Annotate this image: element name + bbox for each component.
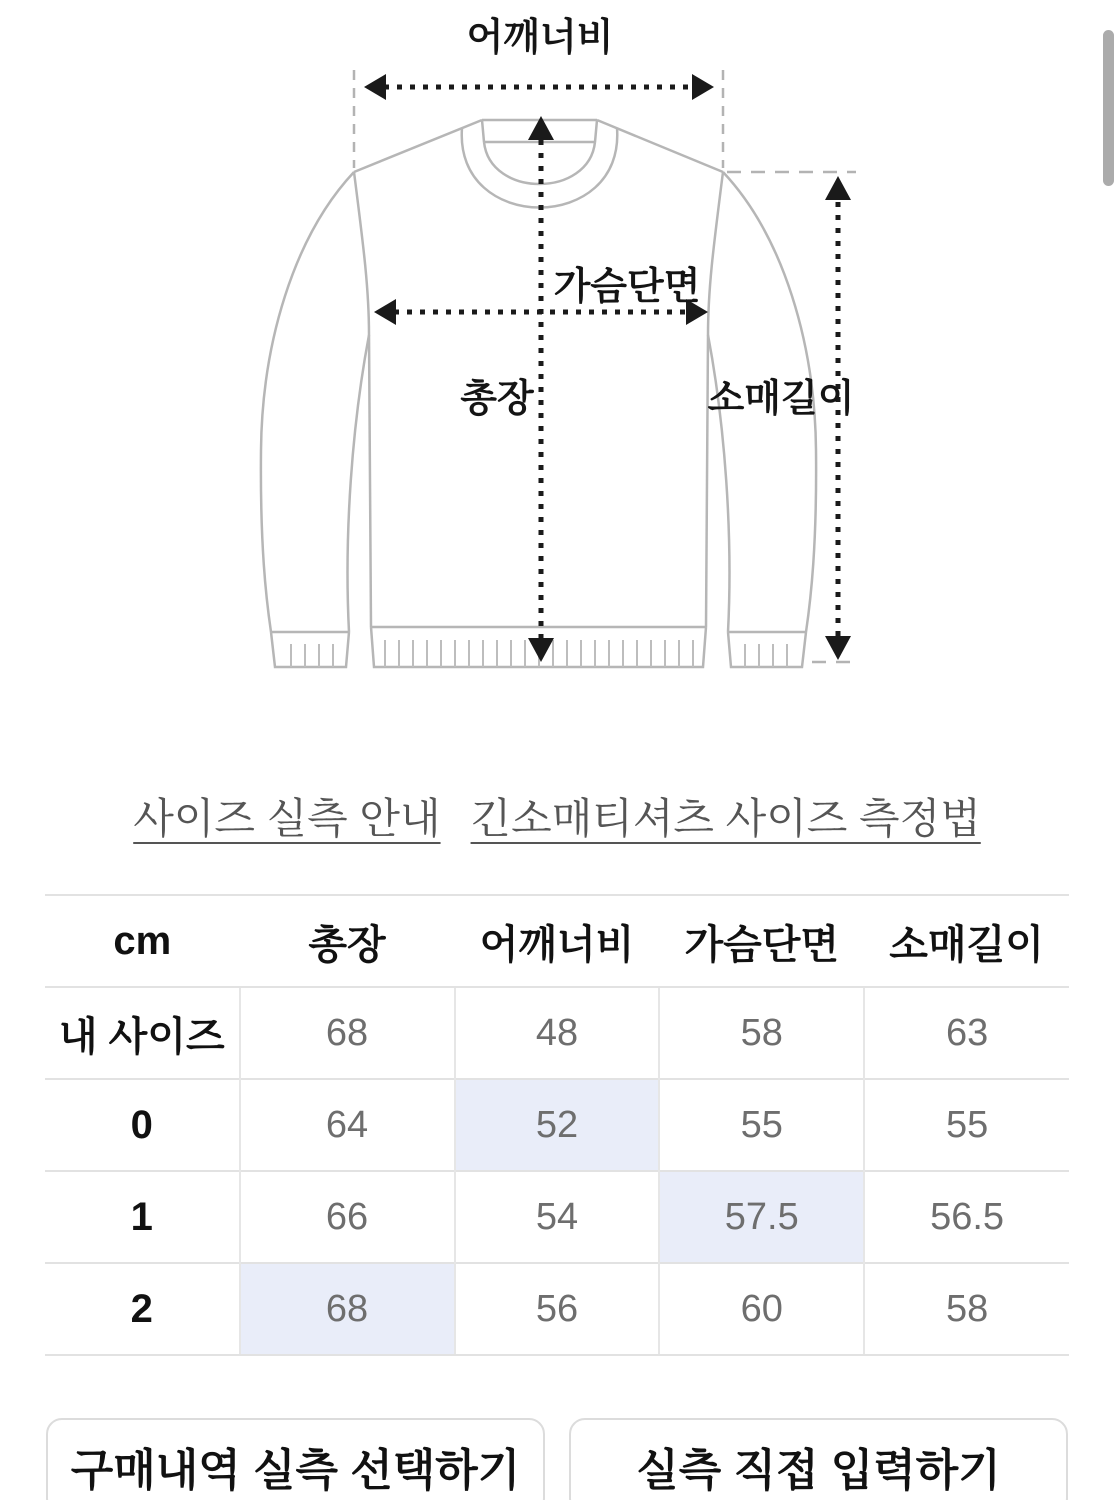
column-header: 총장	[240, 895, 455, 987]
size-cell: 58	[659, 987, 864, 1079]
table-row	[45, 1171, 1069, 1263]
table-row	[45, 987, 1069, 1079]
shoulder-width-label: 어깨너비	[466, 17, 614, 59]
size-cell: 48	[455, 987, 660, 1079]
row-label: 내 사이즈	[45, 987, 240, 1079]
size-cell: 68	[240, 987, 455, 1079]
unit-header: cm	[45, 895, 240, 987]
size-cell: 56	[455, 1263, 660, 1355]
tshirt-measure-method-link[interactable]: 긴소매티셔츠 사이즈 측정법	[470, 795, 981, 842]
scrollbar-thumb[interactable]	[1103, 30, 1114, 186]
size-cell: 60	[659, 1263, 864, 1355]
total-length-label: 총장	[460, 378, 534, 420]
table-row	[45, 1263, 1069, 1355]
shoulder-width-arrow	[364, 74, 714, 100]
size-cell: 55	[864, 1079, 1069, 1171]
sweatshirt-measurement-diagram	[0, 0, 1114, 740]
column-header: 가슴단면	[659, 895, 864, 987]
chest-width-label: 가슴단면	[553, 266, 701, 308]
sleeve-length-label: 소매길이	[707, 378, 855, 420]
table-row	[45, 1079, 1069, 1171]
size-cell: 52	[455, 1079, 660, 1171]
size-cell: 57.5	[659, 1171, 864, 1263]
size-cell: 54	[455, 1171, 660, 1263]
size-table-header-row	[45, 895, 1069, 987]
column-header: 소매길이	[864, 895, 1069, 987]
guide-lines	[354, 70, 858, 662]
enter-measurement-button[interactable]: 실측 직접 입력하기	[569, 1418, 1068, 1500]
select-purchase-measurement-button[interactable]: 구매내역 실측 선택하기	[46, 1418, 545, 1500]
size-measure-guide-link[interactable]: 사이즈 실측 안내	[133, 795, 441, 842]
row-label: 2	[45, 1263, 240, 1355]
row-label: 1	[45, 1171, 240, 1263]
size-cell: 66	[240, 1171, 455, 1263]
size-cell: 56.5	[864, 1171, 1069, 1263]
size-cell: 63	[864, 987, 1069, 1079]
bottom-actions	[46, 1418, 1068, 1500]
size-cell: 64	[240, 1079, 455, 1171]
size-cell: 55	[659, 1079, 864, 1171]
size-cell: 68	[240, 1263, 455, 1355]
size-table	[45, 894, 1069, 1356]
size-guide-links	[0, 786, 1114, 846]
size-cell: 58	[864, 1263, 1069, 1355]
row-label: 0	[45, 1079, 240, 1171]
column-header: 어깨너비	[455, 895, 660, 987]
